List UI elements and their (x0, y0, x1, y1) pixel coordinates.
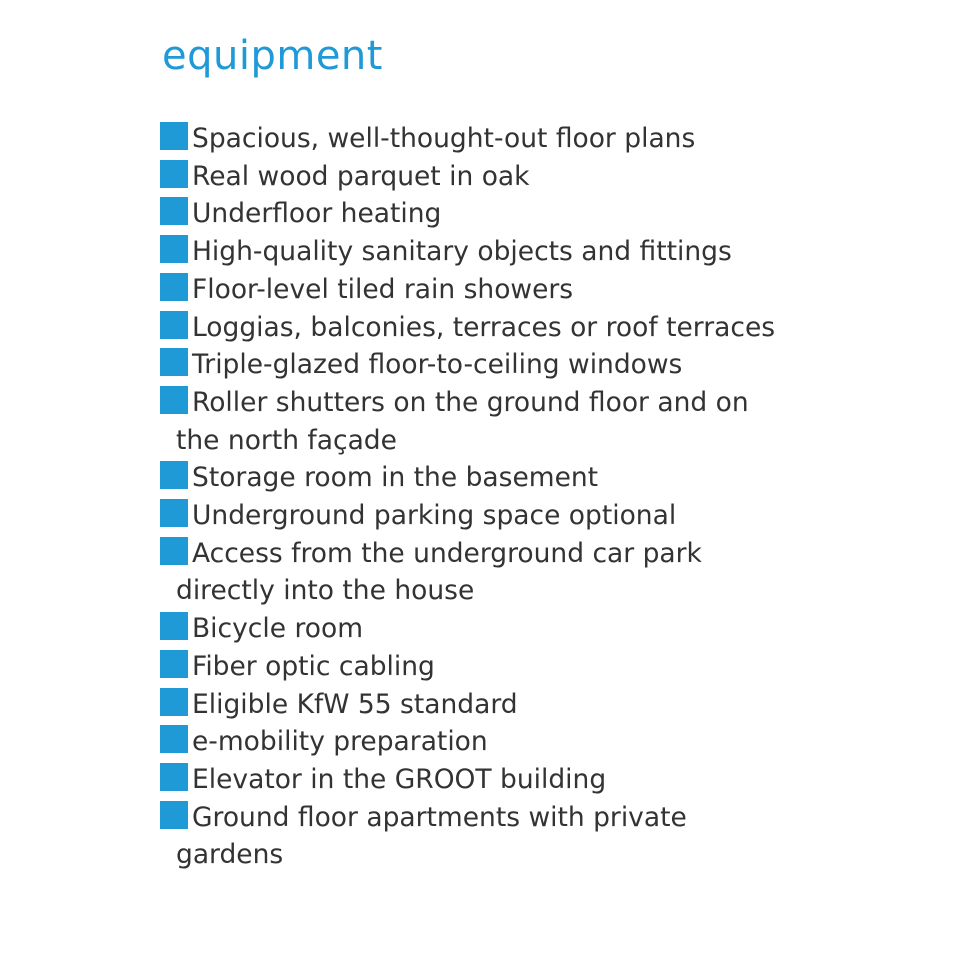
list-item-text: Spacious, well-thought-out floor plans (192, 123, 696, 154)
square-bullet-icon (160, 122, 188, 150)
square-bullet-icon (160, 311, 188, 339)
square-bullet-icon (160, 197, 188, 225)
list-item (160, 648, 800, 686)
list-item (160, 271, 800, 309)
square-bullet-icon (160, 801, 188, 829)
list-item-text: Storage room in the basement (192, 462, 599, 494)
list-item-text: Ground floor apartments with private gardens (176, 801, 687, 871)
list-item-text: Underfloor heating (192, 198, 442, 230)
list-item-text: e-mobility preparation (192, 726, 488, 758)
list-item-text: Bicycle room (192, 613, 364, 645)
list-item-text: High-quality sanitary objects and fittings (192, 236, 732, 268)
list-item-text: Loggias, balconies, terraces or roof terraces (192, 311, 776, 343)
list-item (160, 761, 800, 799)
square-bullet-icon (160, 386, 188, 414)
list-item (160, 799, 800, 874)
square-bullet-icon (160, 688, 188, 716)
equipment-list (160, 120, 800, 874)
list-item-text: Elevator in the GROOT building (192, 763, 607, 795)
list-item (160, 346, 800, 384)
square-bullet-icon (160, 725, 188, 753)
square-bullet-icon (160, 273, 188, 301)
list-item (160, 535, 800, 610)
square-bullet-icon (160, 235, 188, 263)
list-item (160, 497, 800, 535)
page-title: equipment (162, 33, 383, 79)
list-item (160, 158, 800, 196)
list-item (160, 610, 800, 648)
list-item (160, 233, 800, 271)
square-bullet-icon (160, 537, 188, 565)
list-item-text: Access from the underground car park directly into the house (176, 537, 702, 607)
square-bullet-icon (160, 160, 188, 188)
square-bullet-icon (160, 499, 188, 527)
square-bullet-icon (160, 763, 188, 791)
square-bullet-icon (160, 612, 188, 640)
list-item (160, 384, 800, 459)
list-item-text: Floor-level tiled rain showers (192, 273, 574, 305)
list-item-text: Roller shutters on the ground floor and on the north façade (176, 386, 749, 456)
list-item (160, 723, 800, 761)
square-bullet-icon (160, 461, 188, 489)
list-item-text: Real wood parquet in oak (192, 160, 530, 192)
list-item (160, 195, 800, 233)
list-item (160, 459, 800, 497)
list-item-text: Underground parking space optional (192, 500, 677, 532)
list-item (160, 120, 800, 158)
square-bullet-icon (160, 650, 188, 678)
square-bullet-icon (160, 348, 188, 376)
list-item-text: Triple-glazed floor-to-ceiling windows (192, 349, 683, 381)
list-item-text: Fiber optic cabling (192, 650, 435, 682)
list-item (160, 309, 800, 347)
list-item (160, 686, 800, 724)
list-item-text: Eligible KfW 55 standard (192, 688, 518, 720)
